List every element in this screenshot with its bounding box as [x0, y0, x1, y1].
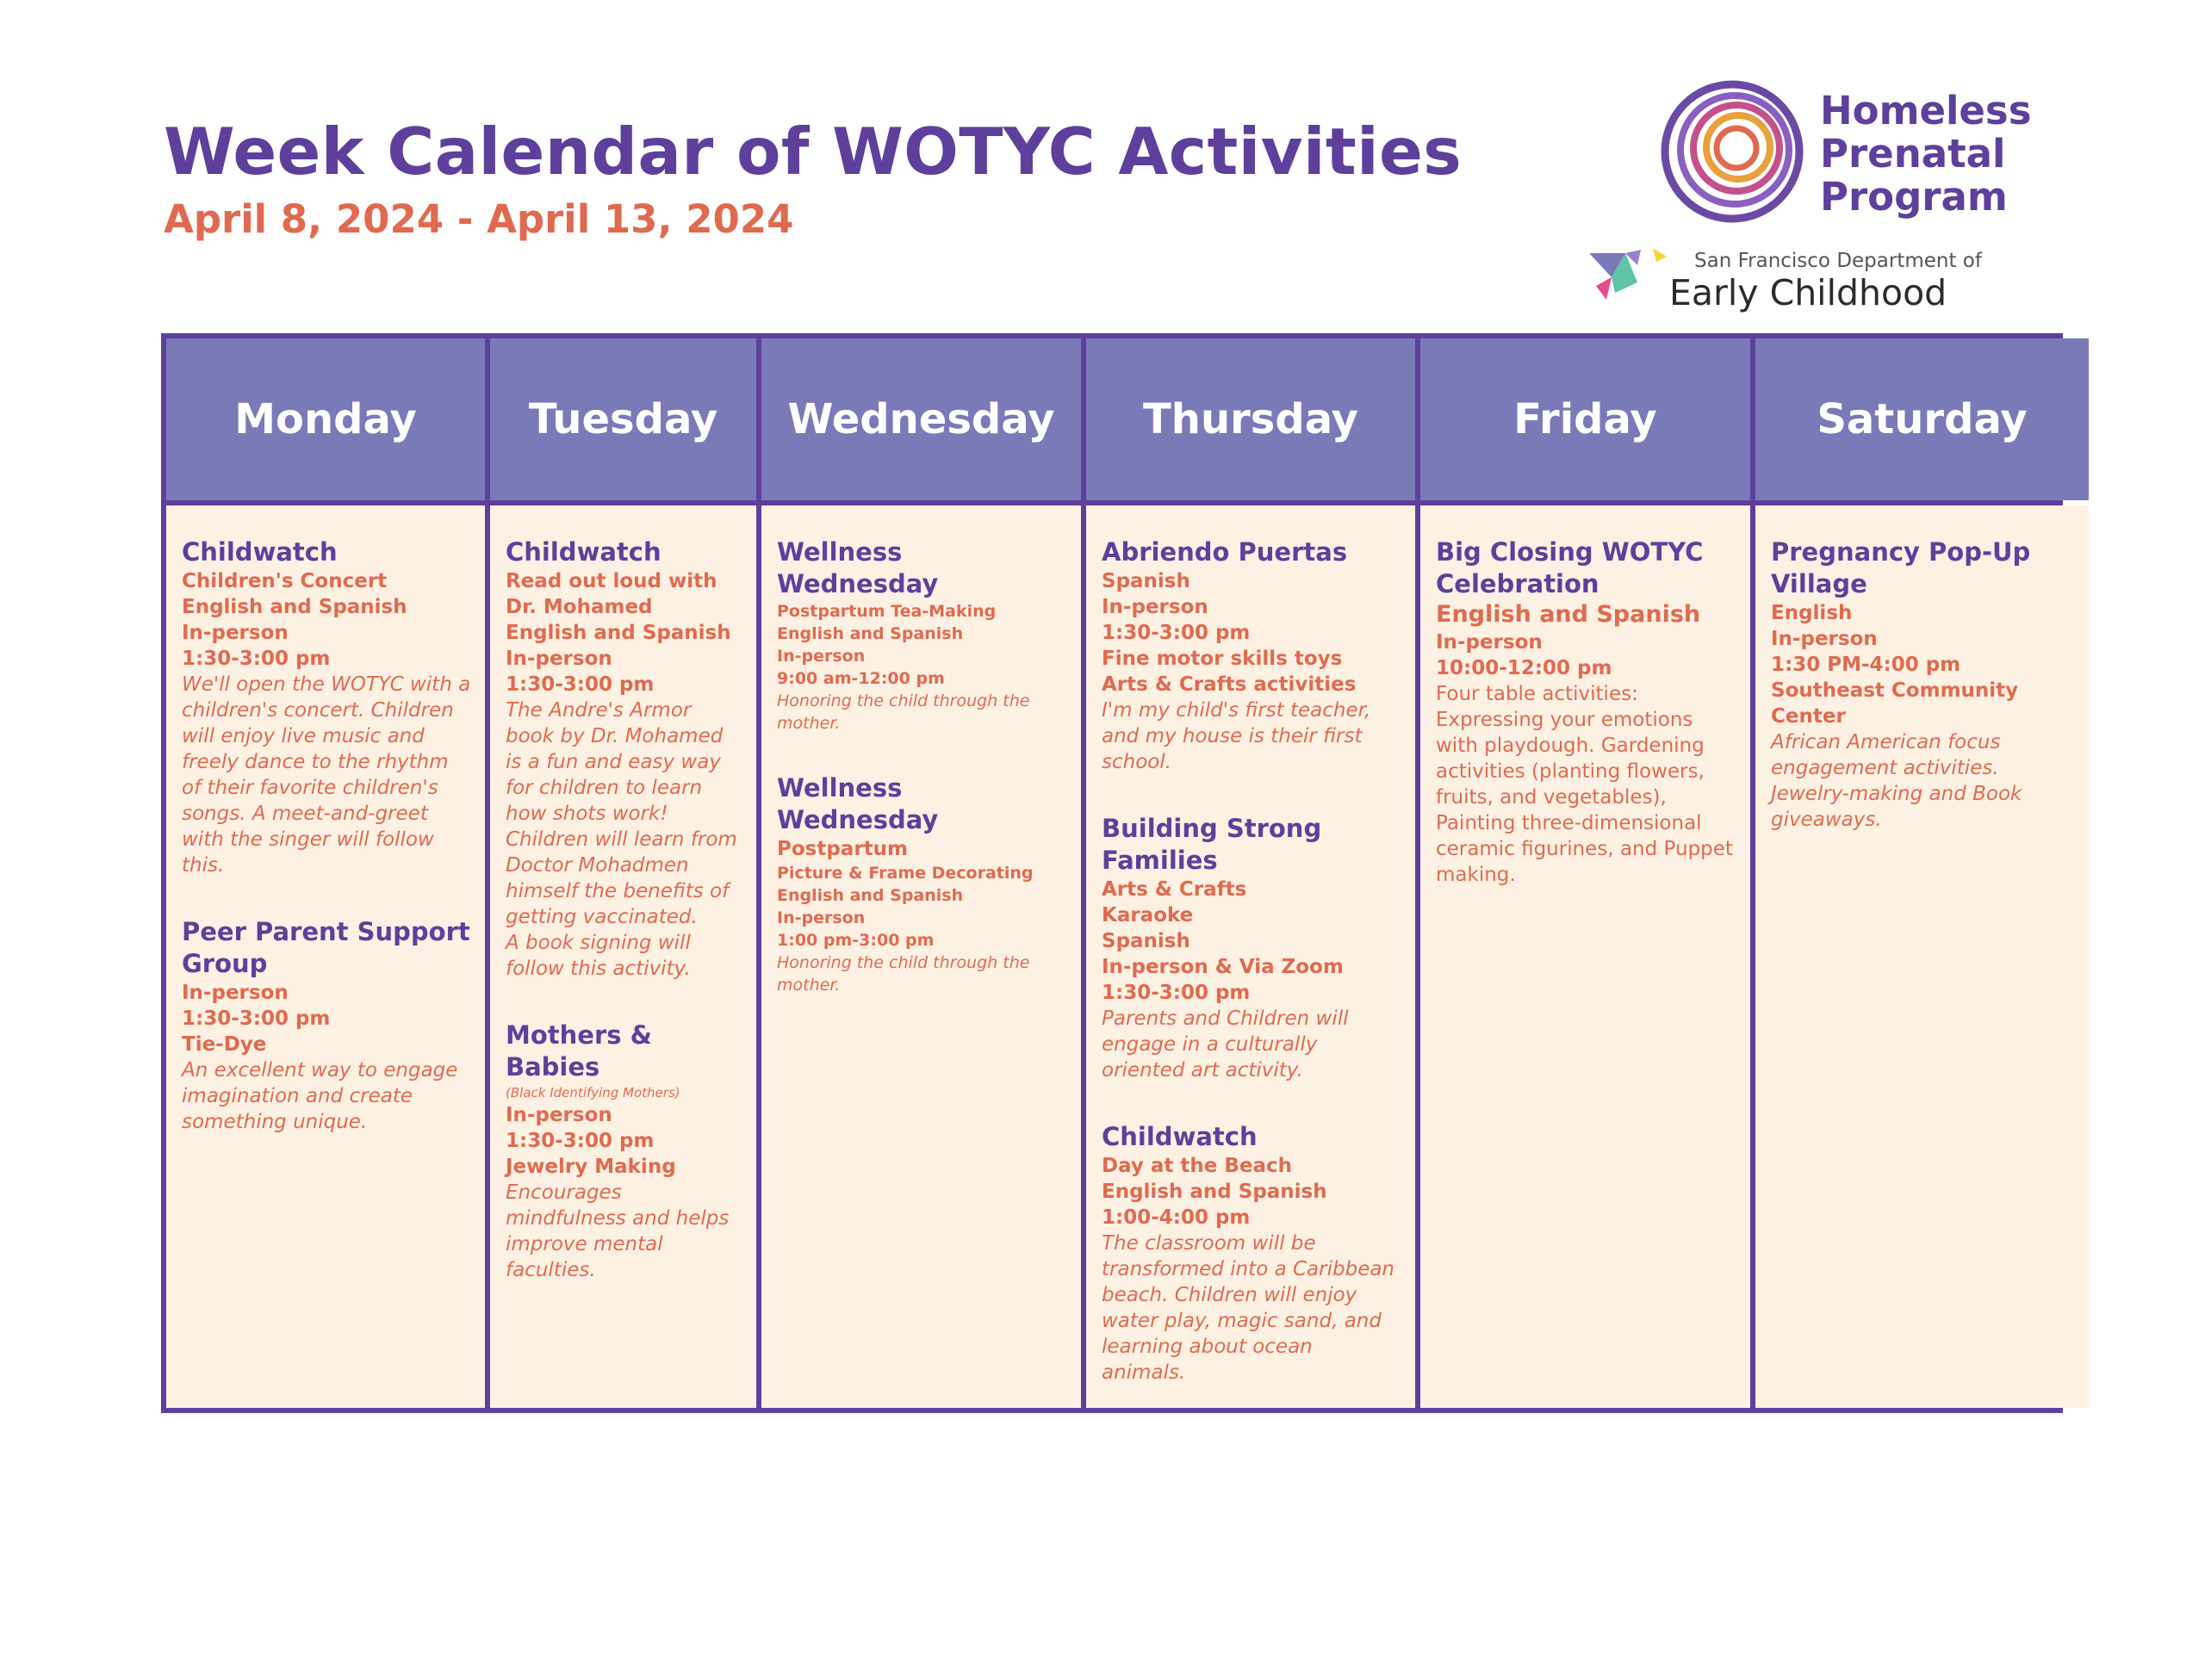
event-time: 1:30 PM-4:00 pm: [1771, 654, 1961, 676]
event: [777, 536, 1067, 735]
event-format: In-person: [1436, 631, 1543, 654]
event-time: 1:30-3:00 pm: [1102, 622, 1251, 644]
event-detail: Postpartum: [777, 838, 909, 860]
event-language: English and Spanish: [777, 886, 964, 905]
event-description: An excellent way to engage imagination and create something unique.: [182, 1059, 458, 1133]
event-description: The classroom will be transformed into a Caribbean beach. Children will enjoy water play, magic sand, and learning about ocean animals.: [1102, 1232, 1395, 1384]
event-description: Honoring the child through the mother.: [777, 953, 1030, 995]
event-time: 1:30-3:00 pm: [182, 648, 331, 670]
event-title: Childwatch: [182, 537, 338, 567]
event-title: Pregnancy Pop-Up Village: [1771, 537, 2031, 598]
event-description: Encourages mindfulness and helps improve mental faculties.: [506, 1181, 730, 1281]
origami-bird-icon: [1587, 248, 1674, 317]
event-description: Four table activities: Expressing your emotions with playdough. Gardening activities (planting flowers, fruits, and vegetables), Painting three-dimensional ceramic figurines, and Puppet making.: [1436, 683, 1733, 886]
spiral-logo-icon: [1661, 76, 1816, 231]
event-language: English: [1771, 602, 1853, 624]
event-format: In-person: [506, 1104, 612, 1126]
day-header-monday: Monday: [166, 338, 485, 500]
event-language: English and Spanish: [182, 596, 407, 618]
event-time: 1:30-3:00 pm: [182, 1007, 331, 1030]
event: [777, 772, 1067, 996]
event-format: In-person: [182, 622, 289, 644]
day-cell-saturday: [1755, 505, 2089, 1408]
day-cell-tuesday: [490, 505, 756, 1408]
day-header-wednesday: Wednesday: [761, 338, 1081, 500]
event: [1771, 536, 2075, 833]
event: [182, 536, 471, 878]
logo-text-line: Prenatal: [1820, 131, 2006, 177]
event-description: A book signing will follow this activity.: [506, 932, 691, 980]
event-detail: Children's Concert: [182, 570, 388, 592]
event-title: Wellness Wednesday: [777, 537, 939, 598]
day-header-tuesday: Tuesday: [490, 338, 756, 500]
event-detail: Postpartum Tea-Making: [777, 602, 997, 621]
event-detail: Jewelry Making: [506, 1156, 676, 1178]
event-format: In-person: [506, 648, 612, 670]
day-cell-monday: [166, 505, 485, 1408]
event-format: In-person: [777, 908, 866, 927]
event-time: 1:30-3:00 pm: [1102, 982, 1251, 1004]
event-title: Childwatch: [1102, 1122, 1258, 1151]
event-time: 1:30-3:00 pm: [506, 1130, 655, 1152]
event-language: English and Spanish: [506, 622, 731, 644]
event-title: Peer Parent Support Group: [182, 917, 470, 978]
day-cell-wednesday: [761, 505, 1081, 1408]
event: [1102, 813, 1401, 1083]
event-description: The Andre's Armor book by Dr. Mohamed is a fun and easy way for children to learn how shots work! Children will learn from Doctor Mohadmen himself the benefits of getting vaccinated.: [506, 699, 737, 928]
event-title: Wellness Wednesday: [777, 773, 939, 834]
event-detail: Arts & Crafts: [1102, 878, 1247, 901]
event-language: Spanish: [1102, 930, 1190, 952]
sf-early-childhood-logo: [1587, 248, 2035, 317]
event: [182, 916, 471, 1135]
event: [1436, 536, 1736, 888]
event-time: 1:00 pm-3:00 pm: [777, 931, 935, 950]
event-title: Childwatch: [506, 537, 662, 567]
event: [506, 1020, 742, 1283]
event-time: 9:00 am-12:00 pm: [777, 669, 945, 688]
event-note: (Black Identifying Mothers): [506, 1085, 680, 1100]
date-range: April 8, 2024 - April 13, 2024: [164, 196, 794, 242]
event-description: We'll open the WOTYC with a children's concert. Children will enjoy live music and freely dance to the rhythm of their favorite children's songs. A meet-and-greet with the singer will follow this.: [182, 673, 471, 877]
event-title: Big Closing WOTYC Celebration: [1436, 537, 1704, 598]
event-format: In-person: [1102, 596, 1208, 618]
day-header-friday: Friday: [1420, 338, 1750, 500]
day-cell-friday: [1420, 505, 1750, 1408]
logo-name: Early Childhood: [1669, 272, 1947, 313]
event-language: Spanish: [1102, 570, 1190, 592]
event-detail: Tie-Dye: [182, 1033, 267, 1056]
event-format: In-person: [777, 647, 866, 666]
event-detail: Karaoke: [1102, 904, 1194, 927]
event-language: English and Spanish: [1436, 601, 1701, 628]
event-detail: Picture & Frame Decorating: [777, 864, 1034, 883]
day-header-saturday: Saturday: [1755, 338, 2089, 500]
event-time: 1:30-3:00 pm: [506, 673, 655, 696]
event-title: Building Strong Families: [1102, 814, 1322, 875]
event-description: Parents and Children will engage in a culturally oriented art activity.: [1102, 1007, 1349, 1082]
event-time: 1:00-4:00 pm: [1102, 1206, 1251, 1229]
event-format: In-person & Via Zoom: [1102, 956, 1344, 978]
event-detail: Day at the Beach: [1102, 1155, 1293, 1177]
event-language: English and Spanish: [777, 624, 964, 643]
event-time: 10:00-12:00 pm: [1436, 657, 1612, 679]
event-title: Abriendo Puertas: [1102, 537, 1348, 567]
event-description: African American focus engagement activities. Jewelry-making and Book giveaways.: [1771, 731, 2022, 831]
event-detail: Fine motor skills toys: [1102, 648, 1343, 670]
homeless-prenatal-program-logo: [1661, 76, 2031, 231]
event-detail: Read out loud with Dr. Mohamed: [506, 570, 717, 618]
event-description: I'm my child's first teacher, and my house is their first school.: [1102, 699, 1371, 773]
event: [1102, 1121, 1401, 1386]
event: [1102, 536, 1401, 775]
logo-text-line: Homeless: [1820, 88, 2032, 133]
day-header-thursday: Thursday: [1086, 338, 1415, 500]
event-format: In-person: [1771, 628, 1878, 650]
page-title: Week Calendar of WOTYC Activities: [164, 114, 1463, 189]
logo-text-line: Program: [1820, 174, 2008, 220]
event-language: English and Spanish: [1102, 1181, 1327, 1203]
event: [506, 536, 742, 982]
event-description: Honoring the child through the mother.: [777, 691, 1030, 733]
day-cell-thursday: [1086, 505, 1415, 1408]
event-format: In-person: [182, 982, 289, 1004]
event-detail: Arts & Crafts activities: [1102, 673, 1357, 696]
logo-subtitle: San Francisco Department of: [1694, 250, 1982, 272]
event-title: Mothers & Babies: [506, 1020, 652, 1082]
event-location: Southeast Community Center: [1771, 679, 2019, 728]
week-calendar: [161, 333, 2063, 1413]
